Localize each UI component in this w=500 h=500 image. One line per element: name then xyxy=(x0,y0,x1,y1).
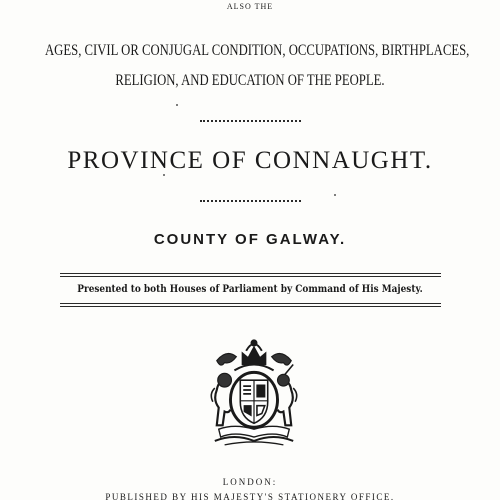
presented-line: Presented to both Houses of Parliament by Command of His Majesty. xyxy=(77,283,423,295)
print-speck xyxy=(163,174,165,176)
double-rule-bottom xyxy=(60,306,441,307)
double-rule-top xyxy=(60,276,441,277)
dotted-divider xyxy=(200,120,301,122)
royal-coat-of-arms-icon xyxy=(205,330,303,450)
province-title: PROVINCE OF CONNAUGHT. xyxy=(67,147,433,174)
imprint-place: LONDON: xyxy=(222,477,278,487)
subtitle-line-1: AGES, CIVIL OR CONJUGAL CONDITION, OCCUPATIONS, BIRTHPLACES, xyxy=(45,42,470,59)
subtitle-line-2: RELIGION, AND EDUCATION OF THE PEOPLE. xyxy=(115,72,385,89)
print-speck xyxy=(334,194,336,196)
imprint-publisher: PUBLISHED BY HIS MAJESTY'S STATIONERY OFFICE. xyxy=(105,492,395,500)
double-rule-top xyxy=(60,273,441,274)
double-rule-bottom xyxy=(60,303,441,304)
county-title: COUNTY OF GALWAY. xyxy=(153,231,347,248)
dotted-divider xyxy=(200,200,301,202)
also-the-label: ALSO THE xyxy=(226,2,274,11)
print-speck xyxy=(176,104,178,106)
